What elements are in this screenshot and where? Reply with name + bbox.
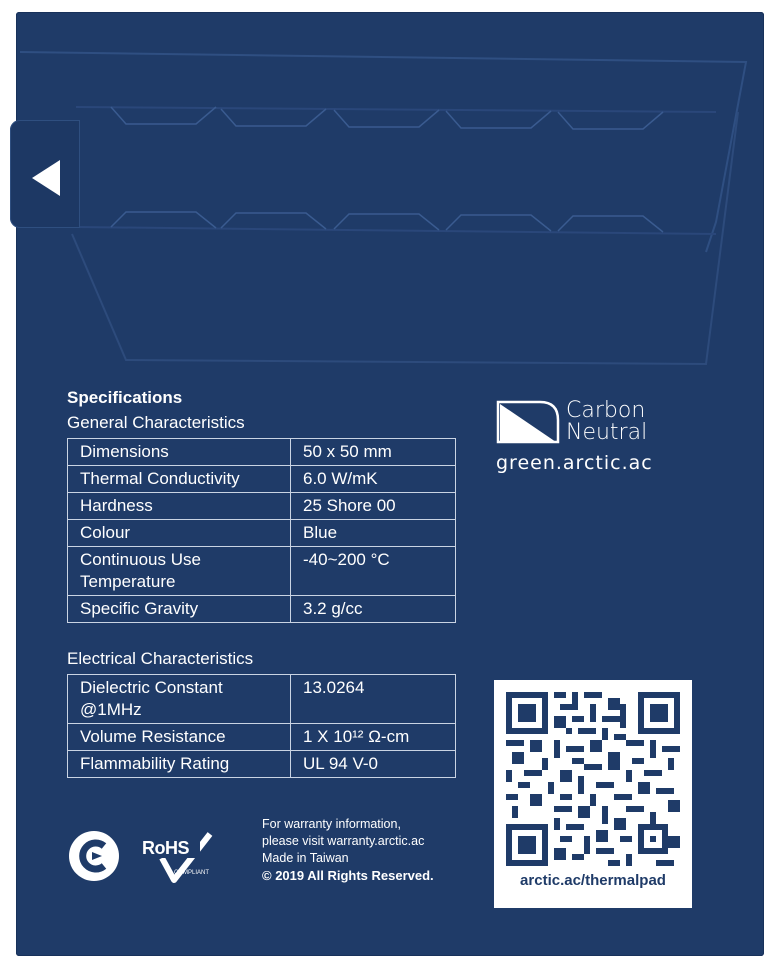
general-characteristics-title: General Characteristics: [67, 413, 245, 432]
spec-label: Continuous Use Temperature: [68, 547, 291, 596]
table-row: [68, 493, 456, 520]
carbon-neutral-logo: [496, 400, 706, 480]
carbon-text-line2: Neutral: [566, 420, 648, 445]
rohs-sub-label: COMPLIANT: [174, 870, 210, 876]
table-row: [68, 439, 456, 466]
spec-value: UL 94 V-0: [291, 751, 456, 778]
carbon-text-line1: Carbon: [566, 398, 646, 423]
spec-label: Dimensions: [68, 439, 291, 466]
package-back: [16, 12, 764, 956]
qr-url[interactable]: arctic.ac/thermalpad: [520, 872, 666, 889]
carbon-neutral-url: green.arctic.ac: [496, 452, 653, 474]
carbon-neutral-text: [566, 400, 647, 444]
table-row: [68, 724, 456, 751]
spec-label: Colour: [68, 520, 291, 547]
qr-code-box: [494, 680, 692, 908]
spec-value: 50 x 50 mm: [291, 439, 456, 466]
electrical-characteristics-table: [67, 674, 456, 778]
warranty-info: [262, 816, 434, 884]
spec-label: Specific Gravity: [68, 596, 291, 623]
warranty-line-3: Made in Taiwan: [262, 851, 349, 865]
back-arrow-icon: [32, 160, 60, 196]
pull-tab[interactable]: [10, 120, 80, 228]
rohs-label: RoHS: [142, 838, 189, 858]
spec-label: Dielectric Constant @1MHz: [68, 675, 291, 724]
carbon-neutral-icon: [496, 400, 560, 444]
spec-value: 1 X 10¹² Ω-cm: [291, 724, 456, 751]
warranty-line-2: please visit warranty.arctic.ac: [262, 834, 425, 848]
spec-value: 3.2 g/cc: [291, 596, 456, 623]
table-row: [68, 751, 456, 778]
table-row: [68, 466, 456, 493]
table-row: [68, 596, 456, 623]
qr-code: [506, 692, 680, 866]
spec-value: 6.0 W/mK: [291, 466, 456, 493]
top-flap: [16, 12, 764, 372]
spec-label: Volume Resistance: [68, 724, 291, 751]
spec-label: Flammability Rating: [68, 751, 291, 778]
spec-label: Hardness: [68, 493, 291, 520]
specifications-heading: Specifications: [67, 388, 183, 407]
electrical-characteristics-title: Electrical Characteristics: [67, 649, 254, 668]
spec-value: 13.0264: [291, 675, 456, 724]
copyright: © 2019 All Rights Reserved.: [262, 868, 434, 883]
table-row: [68, 520, 456, 547]
table-row: [68, 547, 456, 596]
warranty-line-1: For warranty information,: [262, 817, 401, 831]
spec-value: 25 Shore 00: [291, 493, 456, 520]
ce-like-c-icon: [68, 830, 120, 882]
table-row: [68, 675, 456, 724]
general-characteristics-table: [67, 438, 456, 623]
spec-value: Blue: [291, 520, 456, 547]
rohs-icon: [140, 832, 216, 884]
spec-label: Thermal Conductivity: [68, 466, 291, 493]
spec-value: -40~200 °C: [291, 547, 456, 596]
